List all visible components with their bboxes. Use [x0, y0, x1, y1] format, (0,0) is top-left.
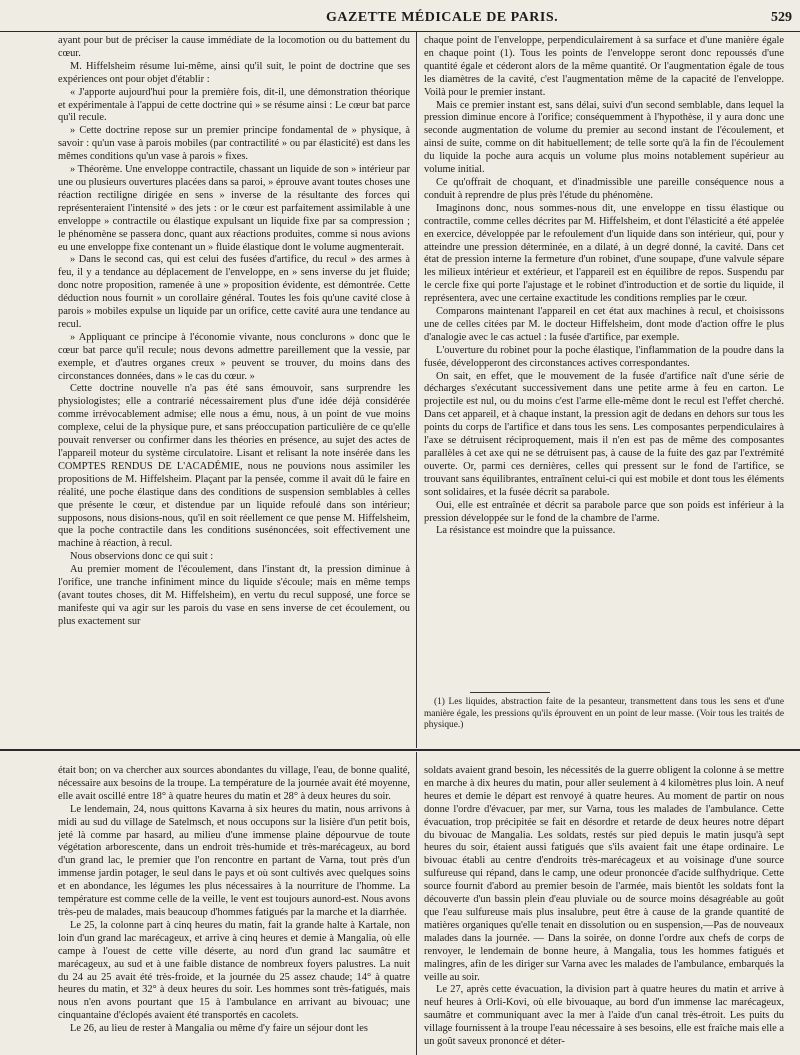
footnote — [424, 697, 784, 732]
paragraph: Le 27, après cette évacuation, la division part à quatre heures du matin et arrive à neuf heures à Orli-Kovi, où elle bivouaque, au bord d'un immense lac marécageux, saumâtre et communiquant avec la mer à l'aide d'un canal très-étroit. Les puits du village fournissent à la troupe l'eau nécessaire à ses besoins, elle est fraîche mais elle a un goût saveux prononcé et déter- — [424, 984, 784, 1048]
paragraph: La résistance est moindre que la puissance. — [436, 525, 616, 537]
paragraph: était bon; on va chercher aux sources abondantes du village, l'eau, de bonne qualité, nécessaire aux besoins de la troupe. La température de la journée avait été moyenne, elle avait oscillé entre 18° à quatre heures du matin et 28° à deux heures du soir. — [58, 765, 410, 802]
report-column-left — [58, 765, 410, 1055]
paragraph: » Cette doctrine repose sur un premier principe fondamental de » physique, à savoir : qu'un vase à parois mobiles (par contractilité » ou par élasticité) est dans les mêmes conditions qu'un vase à parois » fixes. — [58, 125, 410, 163]
paragraph: ayant pour but de préciser la cause immédiate de la locomotion ou du battement du cœur. — [58, 35, 410, 59]
paragraph: » Appliquant ce principe à l'économie vivante, nous conclurons » donc que le cœur bat parce qu'il recule; nous devons admettre pareillement que la vessie, par exemple, et d'autres organes creux » peuvent se trouver, du moins dans des circonstances données, dans » le cas du cœur. » — [58, 331, 410, 382]
column-divider-bottom — [416, 752, 417, 1055]
paragraph: Oui, elle est entraînée et décrit sa parabole parce que son poids est inférieur à la pression développée sur le fond de la chambre de l'arme. — [424, 499, 784, 524]
paragraph: soldats avaient grand besoin, les nécessités de la guerre obligent la colonne à se mettre en marche à dix heures du matin, pour aller seulement à 4 kilomètres plus loin. A neuf heures et demie le départ est renvoyé à quatre heures. Au moment de partir on nous donne l'ordre d'évacuer, par mer, sur Varna, tous les malades de l'ambulance. Cette évacuation, trop précipitée se fait en désordre et retarde de deux heures notre départ du bivouac de Mangalia. Les soldats, restés sur pied depuis le matin jusqu'à sept heures du soir, étaient aussi fatigués que s'ils avaient fait une étape ordinaire. Le bivouac établi au centre d'endroits très-marécageux et au voisinage d'une source sulfureuse qui répand, dans le camp, une odeur prononcée d'acide sulfhydrique. Cette source fournit d'abord au premier besoin de l'armée, mais bientôt les soldats font la découverte d'un bassin plein d'eau pluviale ou de source moins désagréable au goût que l'eau sulfureuse mais plus insalubre, peut être à cause de la grande quantité de matières organiques qu'elle tenait en dissolution ou en suspension,—Pas de nouveaux malades dans la journée. — Dans la soirée, on donne l'ordre aux chefs de corps de renvoyer, le lendemain de bonne heure, à Mangalia, tous les hommes fatigués et malingres, afin de les diriger sur Varna avec les malades de l'ambulance, embarqués la veille au soir. — [424, 765, 784, 983]
paragraph: » Théorème. Une enveloppe contractile, chassant un liquide de son » intérieur par une ou plusieurs ouvertures placées dans sa paroi, » éprouve avant toutes choses une réaction rectiligne dirigée en sens » inverse de la résultante des forces qui représenteraient l'intensité » des jets : or le cœur est parfaitement assimilable à une enveloppe » contractile ou élastique expulsant un liquide fixe par sa compression ; le phénomène se passera donc, quant aux réactions produites, comme si nous avions eu une enveloppe fixe contenant un » fluide élastique dont le volume augmenterait. — [58, 164, 410, 253]
page-header — [0, 6, 800, 28]
paragraph: Le 26, au lieu de rester à Mangalia ou même d'y faire un séjour dont les — [70, 1023, 368, 1035]
paragraph: » Dans le second cas, qui est celui des fusées d'artifice, du recul » des armes à feu, il y a tendance au déplacement de l'enveloppe, en » sens inverse du jet fluide; donc notre proposition, ramenée à une » proposition évidente, est démontrée. Cette déduction nous fournit » un corollaire général. Toutes les fois qu'une cavité close à parois » mobiles expulse un liquide par un orifice, cette cavité aura une tendance au recul. — [58, 254, 410, 330]
paragraph: Ce qu'offrait de choquant, et d'inadmissible une pareille conséquence nous a conduit à reprendre de plus près l'étude du phénomène. — [424, 176, 784, 201]
paragraph: Imaginons donc, nous sommes-nous dit, une enveloppe en tissu élastique ou contractile, comme celles décrites par M. Hiffelsheim, et dont l'élasticité a été appelée en exercice, développée par le refoulement d'un liquide dans son intérieur, qui, pour y atteindre une pression déterminée, en a dilaté, à un degré donné, la cavité. Dans cet état de pression interne la fermeture d'un robinet, d'une soupape, d'une valvule sépare les milieux intérieur et extérieur, et l'appareil est en équilibre de repos. Suspendu par le cercle fixe qui porte l'ajustage et le robinet d'introduction et de sortie du liquide, il représentera, avec une certaine exactitude les conditions remplies par le cœur. — [424, 202, 784, 305]
paragraph: Au premier moment de l'écoulement, dans l'instant dt, la pression diminue à l'orifice, une tranche infiniment mince du liquide s'écoule; mais en même temps (avant toutes choses, dit M. Hiffelsheim), en vertu du recul supposé, une force se manifeste qui va agir sur les parois du vase en sens inverse de cet écoulement, ou plus exactement sur — [58, 564, 410, 627]
paragraph: Le lendemain, 24, nous quittons Kavarna à six heures du matin, nous arrivons à midi au sud du village de Satelmsch, et nous occupons sur la lisière d'un petit bois, jeté là comme par hasard, au milieu d'une immense plaine dépourvue de toute végétation arborescente, dans un endroit très-humide et très-marécageux, au bord d'un grand lac, le premier que l'on rencontre en partant de Varna, tout près d'un immense jardin potager, le seul dans le pays et où sont cultivés avec quelques soins et en abondance, les légumes les plus nécessaires à la nourriture de l'homme. La température est comme celle de la veille, le vent est toujours aunord-est. Nous avons très-peu de malades, mais beaucoup d'hommes fatigués par la marche et la diarrhée. — [58, 803, 410, 918]
paragraph: Cette doctrine nouvelle n'a pas été sans émouvoir, sans surprendre les physiologistes; elle a contrarié nécessairement plus d'une idée déjà considérée comme irrévocablement admise; elle nous a ému, nous, à un point de vue moins complexe, celui de la physique pure, et sans préoccupation particulière de ce qu'elle pouvait renverser ou confirmer dans les théories en présence, au sujet des actes de l'appareil moteur du système circulatoire. Lisant et relisant la note insérée dans les COMPTES RENDUS DE L'ACADÉMIE, nous ne pouvions nous assimiler les propositions de M. Hiffelsheim. Plaçant par la pensée, comme il avait dû le faire en réalité, une poche élastique dans des conditions de suspension semblables à celles que présente le cœur, et distendue par un liquide refoulé dans son intérieur; supposons, nous disions-nous, qu'il en soit réellement ce que pense M. Hiffelsheim, que la poche contractile dans les conditions susénoncées, soit effectivement une machine à réaction, à recul. — [58, 383, 410, 550]
footnote-rule — [470, 692, 550, 693]
paragraph: Nous observions donc ce qui suit : — [70, 551, 214, 563]
paragraph: chaque point de l'enveloppe, perpendiculairement à sa surface et d'une manière égale en chaque point (1). Tous les points de l'enveloppe seront donc repoussés d'une quantité égale et céderont alors de la même quantité. Or l'augmentation égale de tous les diamètres de la cavité, c'est l'augmentation même de la capacité de l'enveloppe. Voilà pour le premier instant. — [424, 35, 784, 98]
paragraph: « J'apporte aujourd'hui pour la première fois, dit-il, une démonstration théorique et expérimentale à l'appui de cette doctrine qui » se résume ainsi : Le cœur bat parce qu'il recule. — [58, 86, 410, 124]
article-column-left — [58, 35, 410, 750]
report-column-right — [424, 765, 784, 1055]
paragraph: L'ouverture du robinet pour la poche élastique, l'inflammation de la poudre dans la fusée, développeront des circonstances actives correspondantes. — [424, 344, 784, 369]
journal-title: GAZETTE MÉDICALE DE PARIS. — [326, 10, 559, 25]
footnote-text: (1) Les liquides, abstraction faite de la pesanteur, transmettent dans tous les sens et d'une manière égale, les pressions qu'ils éprouvent en un point de leur masse. (Voir tous les traités de physique.) — [424, 697, 784, 730]
paragraph: On sait, en effet, que le mouvement de la fusée d'artifice naît d'une série de décharges s'exécutant successivement dans une petite arme à feu en carton. Le projectile est nul, ou du moins c'est l'arme elle-même dont le recul est l'effet cherché. Dans cet appareil, et à chaque instant, la pression agit de dedans en dehors sur tous les points du corps de l'artifice et dans tous les sens. Les composantes perpendiculaires à l'axe se détruisent réciproquement, mais il n'en est pas de même des composantes parallèles à cet axe qui ne se détruisent pas, à cause de la fuite des gaz par l'extrémité ouverte. Or, parmi ces dernières, celles qui pressent sur le fond de l'artifice, se trouvant sans équilibrantes, entraînent celui-ci qui est mobile et dont tous les éléments sont solidaires, et la fusée décrit sa parabole. — [424, 370, 784, 498]
paragraph: Le 25, la colonne part à cinq heures du matin, fait la grande halte à Kartale, non loin d'un grand lac marécageux, et arrive à cinq heures et demie à Mangalia, où elle campe à l'ouest de cette ville déserte, au nord d'un grand lac saumâtre et marécageux, au sud et à une faible distance de nombreux foyers palustres. La nuit du 24 au 25 avait été très-froide, et la journée du 25 assez chaude; 14° à quatre heures du matin, et 32° à deux heures du soir. Les hommes sont très-fatigués, mais nous n'en avons pourtant que 15 à l'ambulance en arrivant au bivouac; une cinquantaine d'éclopés avaient été transportés en cacolets. — [58, 919, 410, 1022]
paragraph: Mais ce premier instant est, sans délai, suivi d'un second semblable, dans lequel la pression diminue encore à l'orifice; conséquemment à l'hypothèse, il y aura donc une seconde augmentation de volume du premier au second instant de l'écoulement, et ainsi de suite, comme on dit habituellement; de telle sorte qu'à la fin de l'écoulement du liquide la poche aura acquis un volume plus moins notablement supérieur au volume initial. — [424, 99, 784, 176]
column-divider-top — [416, 32, 417, 748]
paragraph: M. Hiffelsheim résume lui-même, ainsi qu'il suit, le point de doctrine que ses expériences ont pour objet d'établir : — [58, 60, 410, 85]
header-rule — [0, 31, 800, 32]
paragraph: Comparons maintenant l'appareil en cet état aux machines à recul, et choisissons une de celles citées par M. le docteur Hiffelsheim, dont mode d'action offre le plus d'analogie avec le cas actuel : la fusée d'artifice, par exemple. — [424, 306, 784, 343]
article-column-right — [424, 35, 784, 685]
page-number: 529 — [771, 10, 792, 25]
